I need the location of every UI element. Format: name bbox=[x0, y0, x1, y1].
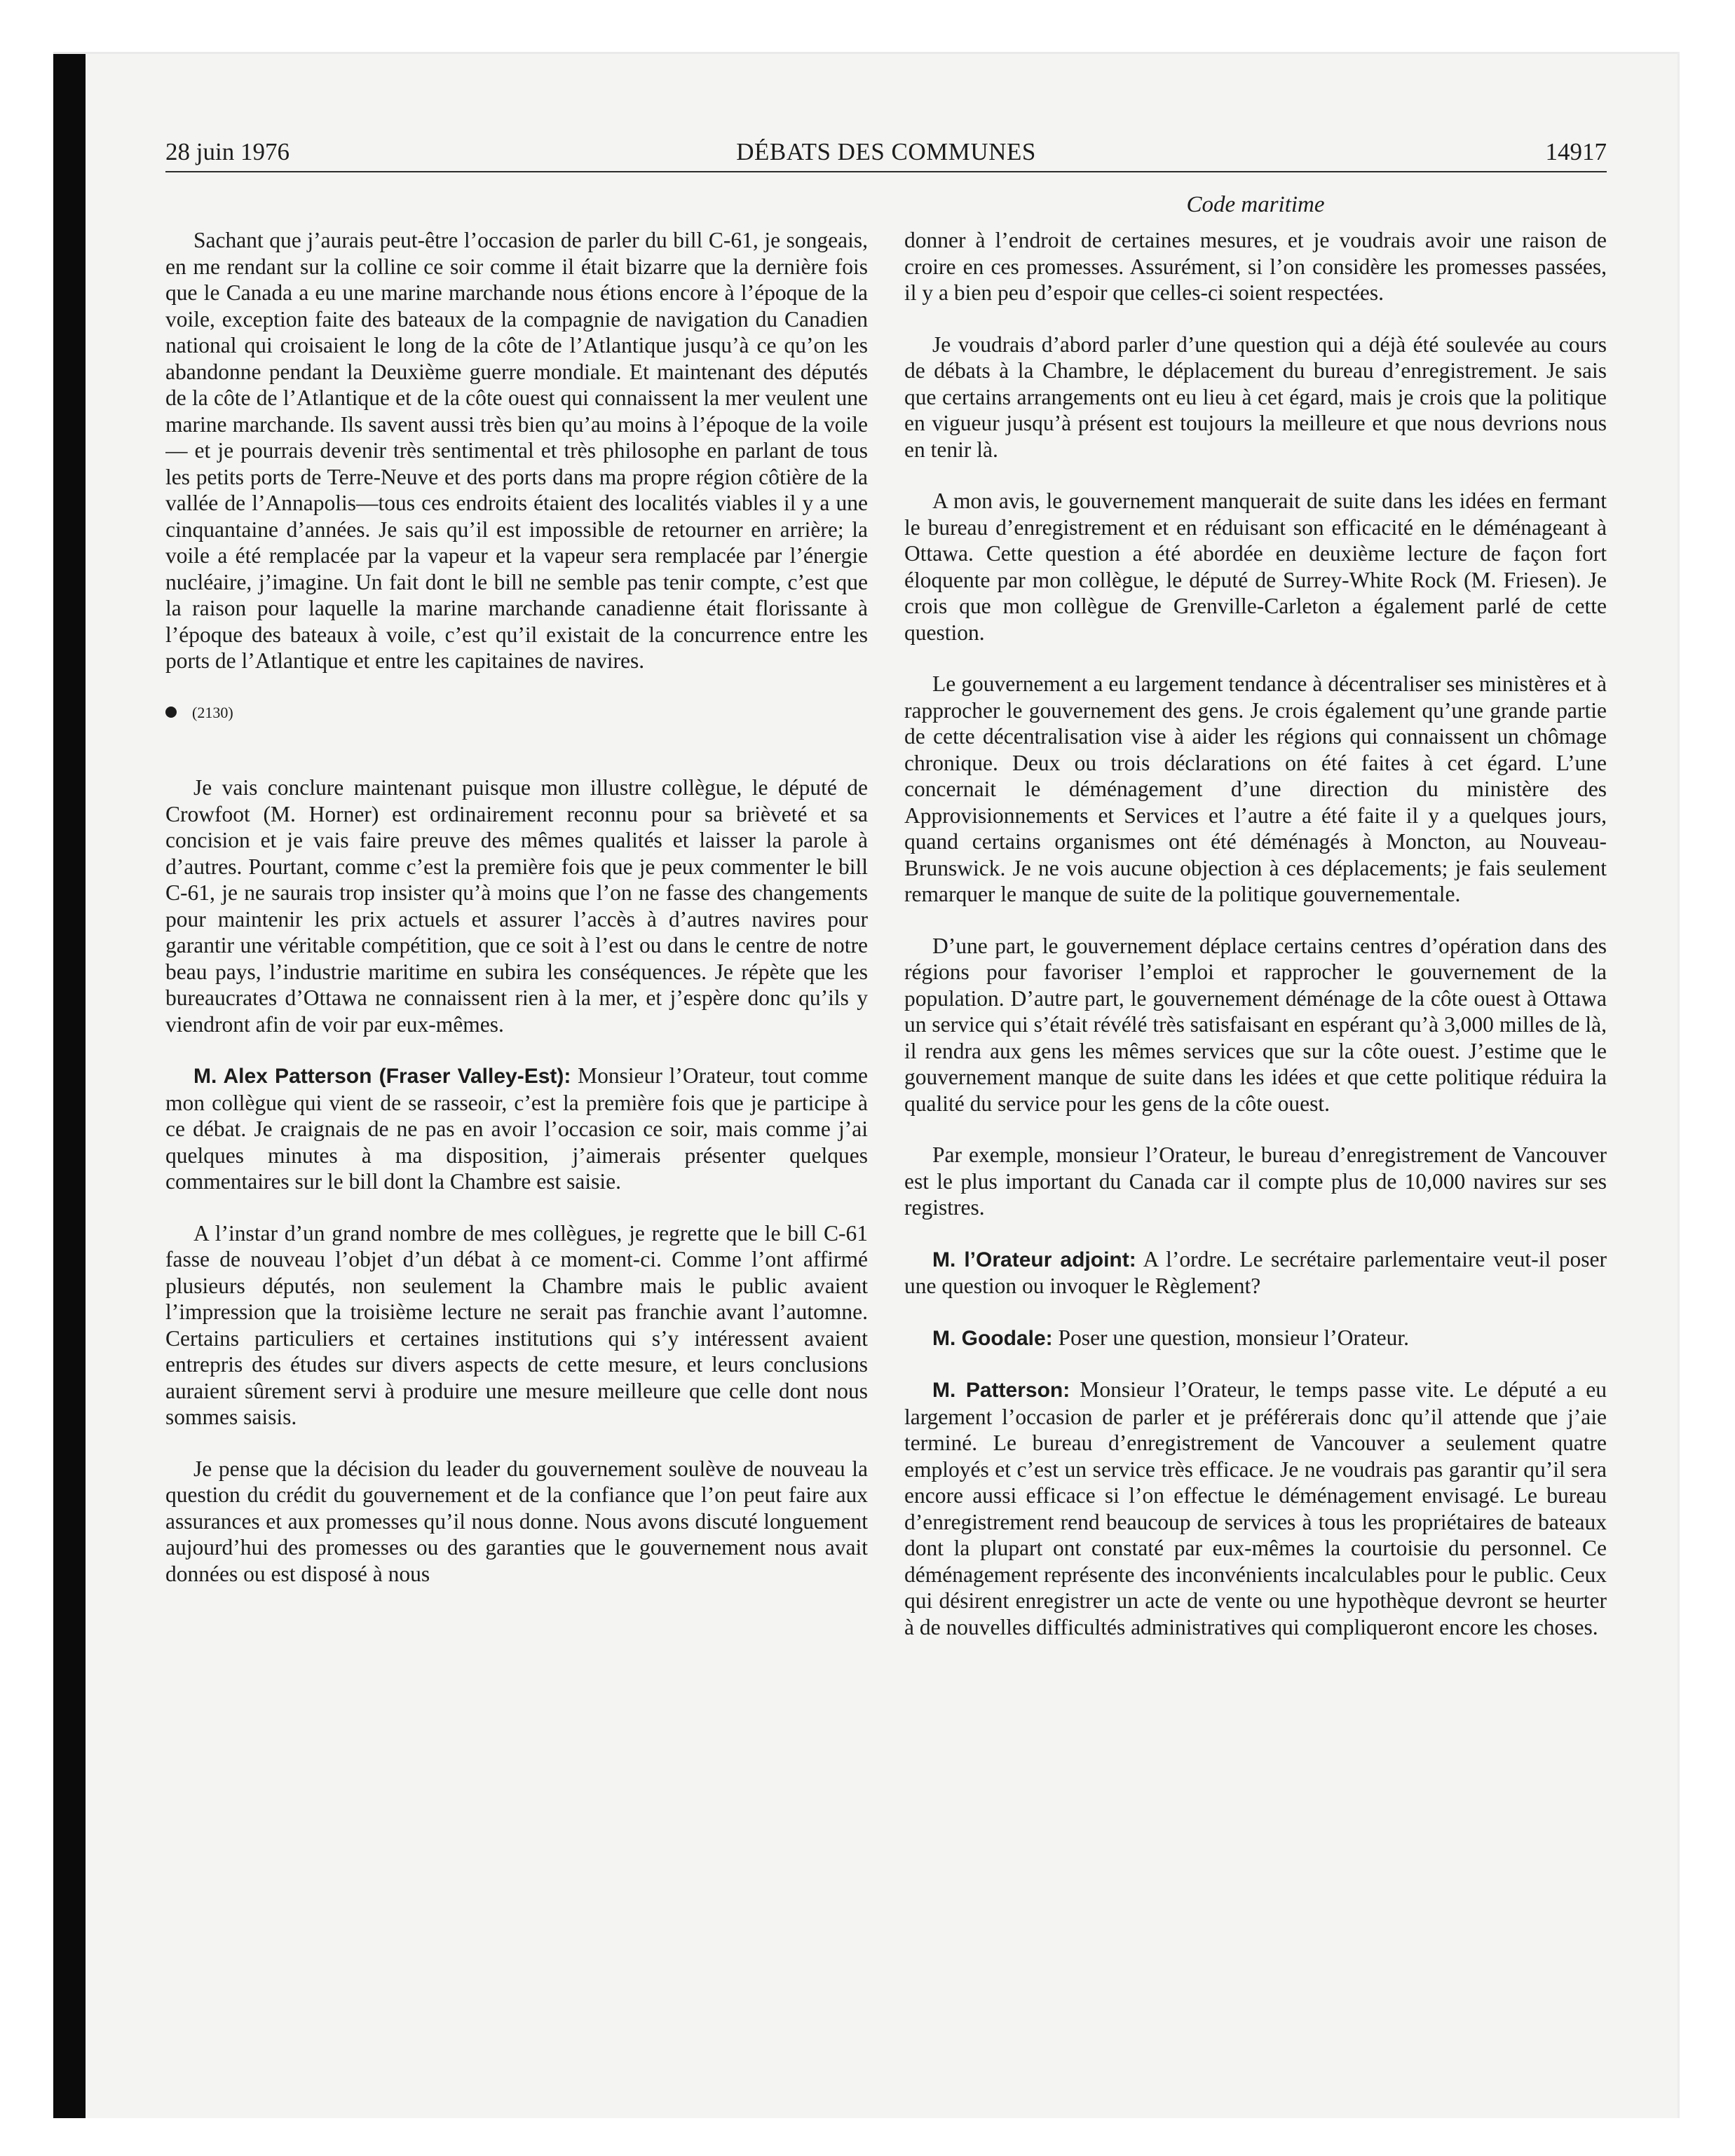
paragraph: D’une part, le gouvernement déplace certains centres d’opération dans des régions pour favoriser l’emploi et rapprocher le gouvernement de la population. D’autre part, le gouvernement déménage de la côte ouest à Ottawa un service qui s’était révélé très satisfaisant en espérant qu’à 3,000 milles de là, il rendra aux gens les mêmes services que sur la côte ouest. J’estime que le gouvernement manque de suite dans les idées et que cette politique réduira la qualité du service pour les gens de la côte ouest. bbox=[904, 933, 1607, 1116]
header-date: 28 juin 1976 bbox=[165, 138, 290, 165]
speaker-name: M. l’Orateur adjoint: bbox=[932, 1248, 1136, 1271]
paragraph: Je pense que la décision du leader du gouvernement soulève de nouveau la question du crédit du gouvernement et de la confiance que l’on peut faire aux assurances et aux promesses qu’il nous donne. Nous avons discuté longuement aujourd’hui des promesses ou des garanties que le gouvernement nous avait données ou est disposé à nous bbox=[165, 1456, 868, 1586]
speech-text: A l’ordre. Le secrétaire parlementaire veut-il poser une question ou invoquer le Règlement? bbox=[904, 1246, 1607, 1298]
speaker-name: M. Goodale: bbox=[932, 1326, 1053, 1350]
speech-text: Monsieur l’Orateur, tout comme mon collègue qui vient de se rasseoir, c’est la première fois que je participe à ce débat. Je craignais de ne pas en avoir l’occasion ce soir, mais comme j’ai quelques minutes à ma disposition, j’aimerais présenter quelques commentaires sur le bill dont la Chambre est saisie. bbox=[165, 1063, 868, 1194]
header-title: DÉBATS DES COMMUNES bbox=[736, 138, 1036, 165]
speech-paragraph bbox=[904, 1377, 1607, 1640]
scan-edge-bar bbox=[53, 52, 86, 2118]
paragraph: Je voudrais d’abord parler d’une question qui a déjà été soulevée au cours de débats à la Chambre, le déplacement du bureau d’enregistrement. Je sais que certains arrangements ont eu lieu à cet égard, mais je crois que la politique en vigueur jusqu’à présent est toujours la meilleure et que nous devrions nous en tenir là. bbox=[904, 332, 1607, 462]
section-subheading: Code maritime bbox=[1186, 192, 1325, 217]
bullet-dot-icon bbox=[165, 707, 177, 718]
speech-text: Monsieur l’Orateur, le temps passe vite. Le député a eu largement l’occasion de parler et je préférerais donc qu’il attende que j’aie terminé. Le bureau d’enregistrement de Vancouver a seulement quatre employés et c’est un service très efficace. Je ne voudrais pas garantir qu’il sera encore aussi efficace si l’on effectue le déménagement envisagé. Le bureau d’enregistrement rend beaucoup de services à tous les propriétaires de bateaux dont la plupart ont constaté par eux-mêmes la courtoisie du personnel. Ce déménagement représente des inconvénients incalculables pour le public. Ceux qui désirent enregistrer un acte de vente ou une hypothèque devront se heurter à de nouvelles difficultés administratives qui compliqueront encore les choses. bbox=[904, 1377, 1607, 1639]
time-marker-label: (2130) bbox=[192, 703, 233, 721]
speech-text: Poser une question, monsieur l’Orateur. bbox=[1058, 1325, 1409, 1350]
speech-paragraph bbox=[904, 1325, 1607, 1352]
header-rule bbox=[165, 171, 1607, 172]
paragraph: A mon avis, le gouvernement manquerait de suite dans les idées en fermant le bureau d’enregistrement et en réduisant son efficacité en le déménageant à Ottawa. Cette question a été abordée en deuxième lecture de façon fort éloquente par mon collègue, le député de Surrey-White Rock (M. Friesen). Je crois que mon collègue de Grenville-Carleton a également parlé de cette question. bbox=[904, 489, 1607, 645]
paragraph: Par exemple, monsieur l’Orateur, le bureau d’enregistrement de Vancouver est le plus important du Canada car il compte plus de 10,000 navires sur ses registres. bbox=[904, 1142, 1607, 1220]
scan-right-edge bbox=[1678, 52, 1680, 2118]
paragraph: Je vais conclure maintenant puisque mon illustre collègue, le député de Crowfoot (M. Horner) est ordinairement reconnu pour sa brièveté et sa concision et je vais faire preuve des mêmes qualités et laisser la parole à d’autres. Pourtant, comme c’est la première fois que je peux commenter le bill C-61, je ne saurais trop insister qu’à moins que l’on ne fasse des changements pour maintenir les prix actuels et assurer l’accès à d’autres navires pour garantir une véritable compétition, que ce soit à l’est ou dans le centre de notre beau pays, l’industrie maritime en subira les conséquences. Je répète que les bureaucrates d’Ottawa ne connaissent rien à la mer, et j’espère donc qu’ils y viendront afin de voir par eux-mêmes. bbox=[165, 775, 868, 1037]
speech-paragraph bbox=[165, 1063, 868, 1195]
speaker-name: M. Patterson: bbox=[932, 1379, 1070, 1402]
paragraph: Sachant que j’aurais peut-être l’occasion de parler du bill C-61, je songeais, en me rendant sur la colline ce soir comme il était bizarre que la dernière fois que le Canada a eu une marine marchande nous étions encore à l’époque de la voile, exception faite des bateaux de la compagnie de navigation du Canadien national qui croisaient le long de la côte de l’Atlantique jusqu’à ce qu’on les abandonne pendant la Deuxième guerre mondiale. Et maintenant des députés de la côte de l’Atlantique et de la côte ouest qui connaissent la mer veulent une marine marchande. Ils savent aussi très bien qu’au moins à l’époque de la voile— et je pourrais devenir très sentimental et très philosophe en parlant de tous les petits ports de Terre-Neuve et des ports dans ma propre région côtière de la vallée de l’Annapolis—tous ces endroits étaient des localités viables il y a une cinquantaine d’années. Je sais qu’il est impossible de retourner en arrière; la voile a été remplacée par la vapeur et la vapeur sera remplacée par l’énergie nucléaire, j’imagine. Un fait dont le bill ne semble pas tenir compte, c’est que la raison pour laquelle la marine marchande canadienne était florissante à l’époque des bateaux à voile, c’est qu’il existait de la concurrence entre les ports de l’Atlantique et entre les capitaines de navires. bbox=[165, 228, 868, 673]
paragraph: donner à l’endroit de certaines mesures, et je voudrais avoir une raison de croire en ces promesses. Assurément, si l’on considère les promesses passées, il y a bien peu d’espoir que celles-ci soient respectées. bbox=[904, 228, 1607, 305]
speech-paragraph bbox=[904, 1246, 1607, 1299]
paragraph: Le gouvernement a eu largement tendance à décentraliser ses ministères et à rapprocher le gouvernement des gens. Je crois également qu’une grande partie de cette décentralisation vise à aider les régions qui connaissent un chômage chronique. Deux ou trois déclarations on été faites à cet égard. L’une concernait le déménagement d’une direction du ministère des Approvisionnements et Services et l’autre a été faite il y a quelques jours, quand certains organismes ont été déménagés à Moncton, au Nouveau-Brunswick. Je ne vois aucune objection à ces déplacements; je fais seulement remarquer le manque de suite de la politique gouvernementale. bbox=[904, 671, 1607, 906]
speaker-name: M. Alex Patterson (Fraser Valley-Est): bbox=[193, 1065, 571, 1088]
right-column bbox=[904, 227, 1607, 2021]
running-header bbox=[165, 133, 1607, 171]
paragraph: A l’instar d’un grand nombre de mes collègues, je regrette que le bill C-61 fasse de nouveau l’objet d’un débat à ce moment-ci. Comme l’ont affirmé plusieurs députés, non seulement la Chambre mais le public avaient l’impression que la troisième lecture ne serait pas franchie avant l’automne. Certains particuliers et certaines institutions qui s’y intéressent avaient entrepris des études sur divers aspects de cette mesure, et leurs conclusions auraient sûrement servi à produire une mesure meilleure que celle dont nous sommes saisis. bbox=[165, 1220, 868, 1429]
left-column bbox=[165, 227, 868, 2021]
page-number: 14917 bbox=[1545, 138, 1607, 165]
time-marker bbox=[165, 700, 868, 726]
